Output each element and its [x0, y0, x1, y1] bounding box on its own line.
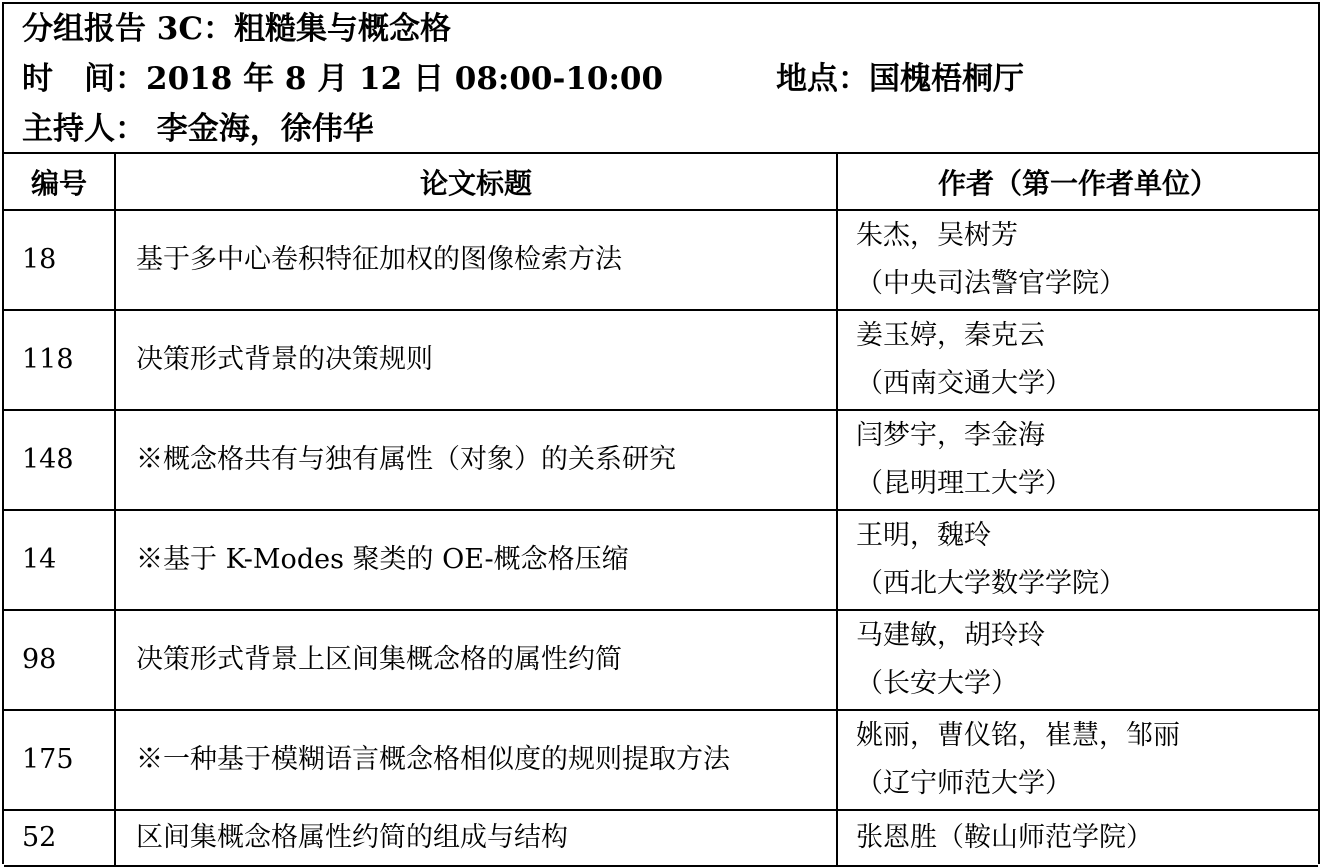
table-row — [4, 210, 1318, 310]
column-header-id: 编号 — [4, 154, 115, 210]
table-row — [4, 510, 1318, 610]
table-row — [4, 410, 1318, 510]
paper-authors: 闫梦宇，李金海 — [856, 420, 1045, 451]
table-header-row — [4, 154, 1318, 210]
paper-authors: 马建敏，胡玲玲 — [856, 620, 1045, 651]
paper-id: 52 — [4, 810, 115, 866]
paper-title: 决策形式背景的决策规则 — [115, 310, 837, 410]
paper-authors: 姚丽，曹仪铭，崔慧，邹丽 — [856, 720, 1180, 751]
paper-authors: 朱杰，吴树芳 — [856, 220, 1018, 251]
paper-authors-cell — [837, 610, 1318, 710]
paper-affiliation: （西北大学数学学院） — [856, 568, 1126, 599]
paper-affiliation: （西南交通大学） — [856, 368, 1072, 399]
paper-id: 148 — [4, 410, 115, 510]
session-document — [2, 2, 1320, 864]
column-header-title: 论文标题 — [115, 154, 837, 210]
paper-id: 14 — [4, 510, 115, 610]
paper-affiliation: （辽宁师范大学） — [856, 768, 1072, 799]
session-time: 时 间：2018 年 8 月 12 日 08:00-10:00 — [22, 61, 664, 97]
paper-authors-cell — [837, 210, 1318, 310]
paper-authors-cell — [837, 810, 1318, 866]
paper-id: 118 — [4, 310, 115, 410]
paper-authors: 张恩胜（鞍山师范学院） — [856, 822, 1153, 853]
paper-authors: 王明，魏玲 — [856, 520, 991, 551]
session-header — [4, 4, 1318, 154]
paper-authors-cell — [837, 710, 1318, 810]
column-header-authors: 作者（第一作者单位） — [837, 154, 1318, 210]
paper-id: 175 — [4, 710, 115, 810]
table-row — [4, 610, 1318, 710]
paper-authors-cell — [837, 310, 1318, 410]
paper-title: 基于多中心卷积特征加权的图像检索方法 — [115, 210, 837, 310]
paper-id: 98 — [4, 610, 115, 710]
paper-id: 18 — [4, 210, 115, 310]
paper-title: 决策形式背景上区间集概念格的属性约简 — [115, 610, 837, 710]
paper-affiliation: （昆明理工大学） — [856, 468, 1072, 499]
table-row — [4, 810, 1318, 866]
paper-title: ※概念格共有与独有属性（对象）的关系研究 — [115, 410, 837, 510]
paper-affiliation: （长安大学） — [856, 668, 1018, 699]
paper-title: ※一种基于模糊语言概念格相似度的规则提取方法 — [115, 710, 837, 810]
paper-authors-cell — [837, 510, 1318, 610]
session-chair: 主持人： 李金海，徐伟华 — [22, 111, 374, 147]
paper-affiliation: （中央司法警官学院） — [856, 268, 1126, 299]
paper-title: ※基于 K-Modes 聚类的 OE-概念格压缩 — [115, 510, 837, 610]
table-row — [4, 310, 1318, 410]
paper-table — [4, 154, 1318, 867]
time-location-line — [22, 54, 1318, 104]
paper-authors: 姜玉婷，秦克云 — [856, 320, 1045, 351]
paper-authors-cell — [837, 410, 1318, 510]
spacer — [663, 54, 776, 104]
session-title: 分组报告 3C：粗糙集与概念格 — [22, 11, 452, 47]
session-location: 地点：国槐梧桐厅 — [776, 61, 1025, 97]
paper-title: 区间集概念格属性约简的组成与结构 — [115, 810, 837, 866]
table-row — [4, 710, 1318, 810]
